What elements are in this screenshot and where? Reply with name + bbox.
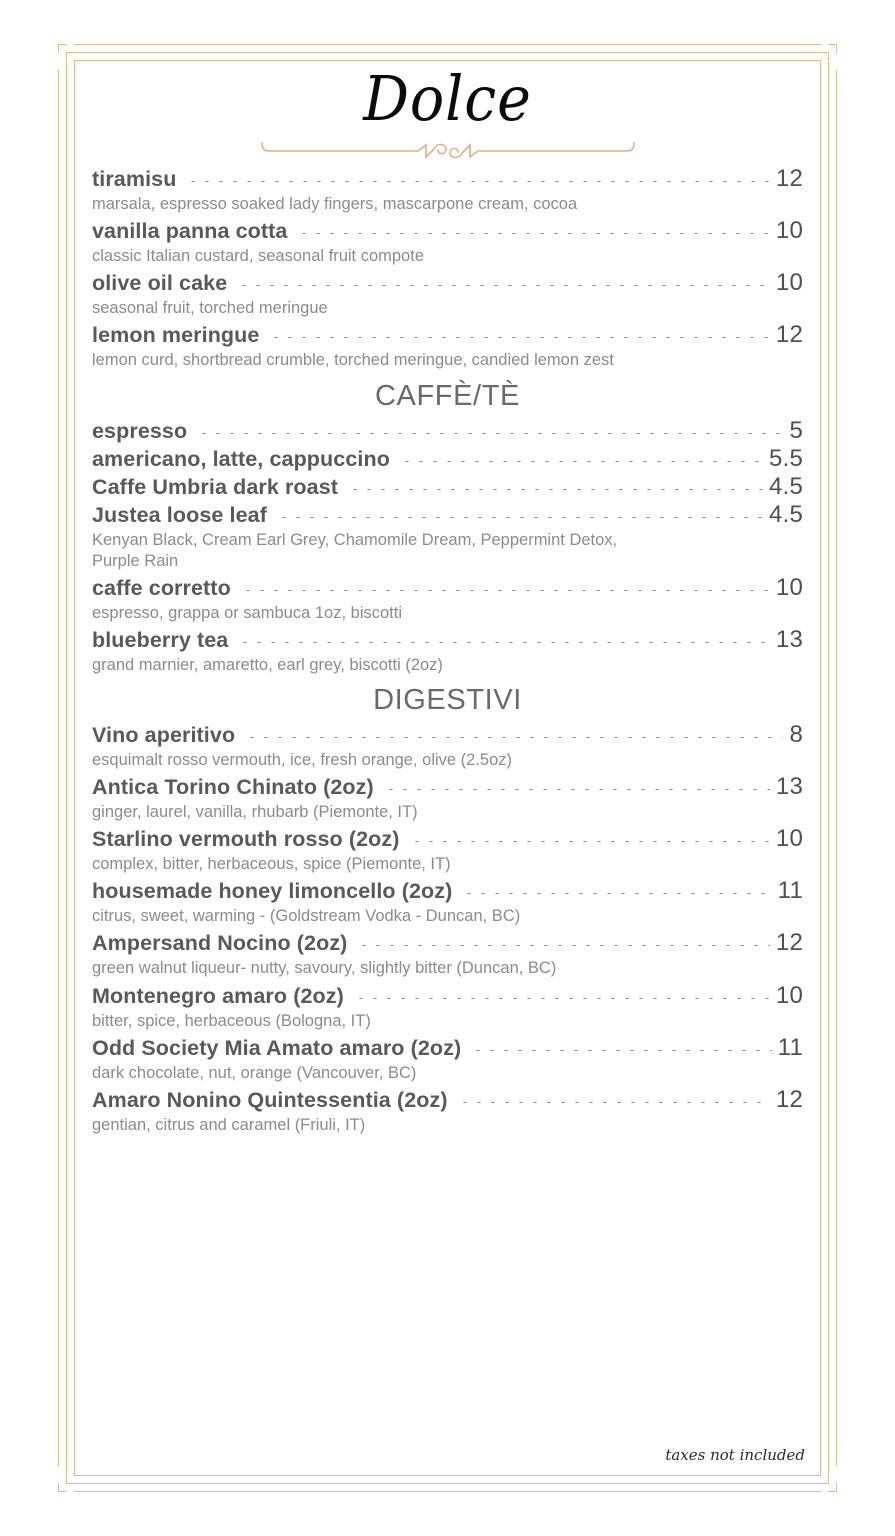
item-price: 12 xyxy=(775,321,803,349)
dot-leader xyxy=(241,590,770,591)
item-name: espresso xyxy=(92,418,188,443)
item-price: 4.5 xyxy=(769,500,803,528)
page-title: Dolce xyxy=(363,62,532,135)
item-name: vanilla panna cotta xyxy=(92,219,288,244)
dot-leader xyxy=(238,642,770,643)
menu-item-row xyxy=(92,501,803,529)
corner-step-mask-bottom-right xyxy=(821,1474,859,1506)
menu-item-row xyxy=(92,473,803,501)
corner-step-bl-v2 xyxy=(58,1483,59,1492)
item-price: 8 xyxy=(789,720,803,748)
menu-item-row xyxy=(92,321,803,349)
item-description: classic Italian custard, seasonal fruit compote xyxy=(92,247,424,266)
corner-step-br-h2 xyxy=(828,1491,837,1492)
menu-item-row xyxy=(92,877,803,905)
menu-item-row xyxy=(92,165,803,193)
menu-item-row xyxy=(92,1086,803,1114)
item-name: housemade honey limoncello (2oz) xyxy=(92,879,453,904)
flourish-divider-icon xyxy=(258,137,638,163)
corner-step-mask-bottom-right-2 xyxy=(829,1466,859,1506)
item-price: 12 xyxy=(775,165,803,193)
item-name: Starlino vermouth rosso (2oz) xyxy=(92,827,400,852)
menu-item-row xyxy=(92,929,803,957)
item-price: 10 xyxy=(775,217,803,245)
item-price: 10 xyxy=(775,573,803,601)
dot-leader xyxy=(277,517,763,518)
menu-section-digestivi xyxy=(92,684,803,1136)
item-price: 11 xyxy=(777,877,803,905)
item-name: caffe corretto xyxy=(92,575,231,600)
item-description: gentian, citrus and caramel (Friuli, IT) xyxy=(92,1115,366,1134)
item-name: olive oil cake xyxy=(92,271,228,296)
item-description: marsala, espresso soaked lady fingers, mascarpone cream, cocoa xyxy=(92,195,578,214)
menu-section-caffe-te xyxy=(92,380,803,676)
corner-step-br-v1 xyxy=(828,1475,829,1484)
item-name: Ampersand Nocino (2oz) xyxy=(92,931,348,956)
corner-step-bl-v1 xyxy=(66,1475,67,1484)
item-description: grand marnier, amaretto, earl grey, biscotti (2oz) xyxy=(92,655,443,674)
menu-item-row xyxy=(92,574,803,602)
menu-sections xyxy=(92,165,803,1136)
item-description: citrus, sweet, warming - (Goldstream Vodka - Duncan, BC) xyxy=(92,907,521,926)
corner-step-br-h1 xyxy=(820,1483,829,1484)
item-description: esquimalt rosso vermouth, ice, fresh orange, olive (2.5oz) xyxy=(92,750,513,769)
item-name: Vino aperitivo xyxy=(92,722,236,747)
item-description: Kenyan Black, Cream Earl Grey, Chamomile Dream, Peppermint Detox, Purple Rain xyxy=(92,530,618,570)
item-name: lemon meringue xyxy=(92,323,260,348)
taxes-footnote: taxes not included xyxy=(665,1446,805,1464)
item-name: americano, latte, cappuccino xyxy=(92,446,390,471)
corner-step-mask-bottom-left-2 xyxy=(36,1466,66,1506)
item-price: 10 xyxy=(775,269,803,297)
item-description: espresso, grappa or sambuca 1oz, biscotti xyxy=(92,603,402,622)
menu-item-row xyxy=(92,445,803,473)
dot-leader xyxy=(357,945,769,946)
menu-item-row xyxy=(92,269,803,297)
item-price: 4.5 xyxy=(769,472,803,500)
dot-leader xyxy=(269,337,769,338)
menu-section-dolce xyxy=(92,165,803,371)
section-heading: CAFFÈ/TÈ xyxy=(375,379,520,412)
item-description: seasonal fruit, torched meringue xyxy=(92,299,328,318)
menu-item-row xyxy=(92,721,803,749)
item-name: tiramisu xyxy=(92,167,177,192)
item-price: 13 xyxy=(775,625,803,653)
menu-item-row xyxy=(92,626,803,654)
item-name: blueberry tea xyxy=(92,627,229,652)
menu-item-row xyxy=(92,982,803,1010)
menu-item-row xyxy=(92,825,803,853)
item-name: Amaro Nonino Quintessentia (2oz) xyxy=(92,1087,448,1112)
item-price: 10 xyxy=(775,981,803,1009)
item-price: 10 xyxy=(775,825,803,853)
item-price: 5 xyxy=(789,416,803,444)
item-name: Montenegro amaro (2oz) xyxy=(92,983,344,1008)
item-price: 5.5 xyxy=(769,444,803,472)
dot-leader xyxy=(384,789,770,790)
item-name: Justea loose leaf xyxy=(92,502,267,527)
menu-item-row xyxy=(92,773,803,801)
menu-item-row xyxy=(92,217,803,245)
item-description: green walnut liqueur- nutty, savoury, slightly bitter (Duncan, BC) xyxy=(92,959,557,978)
item-price: 12 xyxy=(775,1085,803,1113)
item-description: dark chocolate, nut, orange (Vancouver, BC) xyxy=(92,1063,417,1082)
dot-leader xyxy=(197,433,783,434)
dot-leader xyxy=(400,461,763,462)
item-price: 13 xyxy=(775,773,803,801)
item-name: Caffe Umbria dark roast xyxy=(92,474,339,499)
dot-leader xyxy=(354,998,770,999)
item-name: Antica Torino Chinato (2oz) xyxy=(92,775,374,800)
dot-leader xyxy=(245,737,783,738)
corner-step-bl-h1 xyxy=(66,1483,75,1484)
dot-leader xyxy=(297,233,769,234)
dot-leader xyxy=(462,893,771,894)
item-description: ginger, laurel, vanilla, rhubarb (Piemonte, IT) xyxy=(92,803,418,822)
item-price: 12 xyxy=(775,929,803,957)
dot-leader xyxy=(410,841,770,842)
dot-leader xyxy=(458,1102,770,1103)
corner-step-mask-bottom-left xyxy=(36,1474,74,1506)
dot-leader xyxy=(186,181,769,182)
corner-step-br-v2 xyxy=(836,1483,837,1492)
section-heading: DIGESTIVI xyxy=(373,683,522,716)
item-description: complex, bitter, herbaceous, spice (Piemonte, IT) xyxy=(92,855,451,874)
item-name: Odd Society Mia Amato amaro (2oz) xyxy=(92,1035,462,1060)
item-description: bitter, spice, herbaceous (Bologna, IT) xyxy=(92,1011,371,1030)
item-description: lemon curd, shortbread crumble, torched meringue, candied lemon zest xyxy=(92,351,614,370)
item-price: 11 xyxy=(777,1033,803,1061)
menu-item-row xyxy=(92,417,803,445)
dot-leader xyxy=(348,489,763,490)
corner-step-bl-h2 xyxy=(58,1491,67,1492)
dot-leader xyxy=(471,1050,771,1051)
dot-leader xyxy=(237,285,770,286)
menu-item-row xyxy=(92,1034,803,1062)
